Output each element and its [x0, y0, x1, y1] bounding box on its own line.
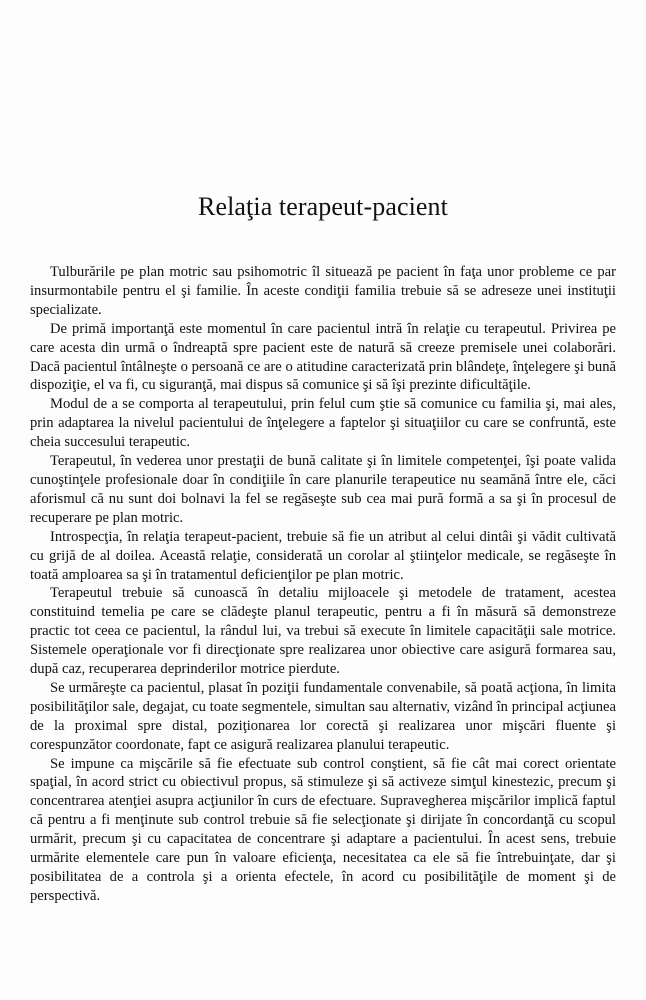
paragraph: Se impune ca mişcările să fie efectuate sub control conştient, să fie cât mai corect orientate spaţial, în acord strict cu obiectivul propus, să stimuleze şi să activeze simţul kinestezic, precum şi concentrarea atenţiei asupra acţiunilor în curs de efectuare. Supravegherea mişcărilor implică faptul că pentru a fi menţinute sub control trebuie să fie selecţionate şi dirijate în concordanţă cu scopul urmărit, precum şi cu capacitatea de concentrare şi adaptare a pacientului. În acest sens, trebuie urmărite elementele care pun în valoare eficienţa, necesitatea ca ele să fie întrebuinţate, dar şi posibilitatea de a controla şi a orienta efectele, în acord cu posibilităţile de moment şi de perspectivă. — [30, 755, 616, 904]
page-title: Relaţia terapeut-pacient — [198, 192, 448, 221]
paragraph: Terapeutul, în vederea unor prestaţii de bună calitate şi în limitele competenţei, îşi poate valida cunoştinţele profesionale doar în condiţiile în care planurile terapeutice nu seamănă între ele, căci aforismul că nu sunt doi bolnavi la fel se regăseşte sub cea mai pură formă a sa şi în procesul de recuperare pe plan motric. — [30, 453, 616, 526]
body-text — [30, 263, 616, 906]
paragraph: Modul de a se comporta al terapeutului, prin felul cum ştie să comunice cu familia şi, mai ales, prin adaptarea la nivelul pacientului de înţelegere a faptelor şi situaţiilor cu care se confruntă, este cheia succesului terapeutic. — [30, 396, 616, 451]
paragraph: De primă importanţă este momentul în care pacientul intră în relaţie cu terapeutul. Privirea pe care acesta din urmă o îndreaptă spre pacient este de natură să creeze premisele unei colaborări. Dacă pacientul întâlneşte o persoană ce are o atitudine caracterizată prin blândeţe, înţelegere şi bună dispoziţie, el va fi, cu siguranţă, mai dispus să comunice şi să îşi prezinte dificultăţile. — [30, 320, 616, 394]
paragraph: Terapeutul trebuie să cunoască în detaliu mijloacele şi metodele de tratament, acestea constituind temelia pe care se clădeşte planul terapeutic, pentru a fi în măsură să demonstreze practic tot ceea ce pacientul, la rândul lui, va trebui să execute în limitele capacităţii sale motrice. Sistemele operaţionale vor fi direcţionate spre realizarea unor obiective care asigură formarea sau, după caz, recuperarea deprinderilor motrice pierdute. — [30, 585, 616, 678]
paragraph: Se urmăreşte ca pacientul, plasat în poziţii fundamentale convenabile, să poată acţiona, în limita posibilităţilor sale, degajat, cu toate segmentele, simultan sau alternativ, vizând în principal acţiunea de la proximal spre distal, poziţionarea lor corectă şi realizarea unor mişcări fluente şi corespunzător coordonate, fapt ce asigură realizarea planului terapeutic. — [30, 679, 616, 753]
paragraph: Introspecţia, în relaţia terapeut-pacient, trebuie să fie un atribut al celui dintâi şi vădit cultivată cu grijă de al doilea. Această relaţie, considerată un corolar al ştiinţelor medicale, se regăseşte în toată amploarea sa şi în tratamentul deficienţilor pe plan motric. — [30, 528, 616, 583]
paragraph: Tulburările pe plan motric sau psihomotric îl situează pe pacient în faţa unor probleme ce par insurmontabile pentru el şi familie. În aceste condiţii familia trebuie să se adreseze unei instituţii specializate. — [30, 264, 616, 318]
